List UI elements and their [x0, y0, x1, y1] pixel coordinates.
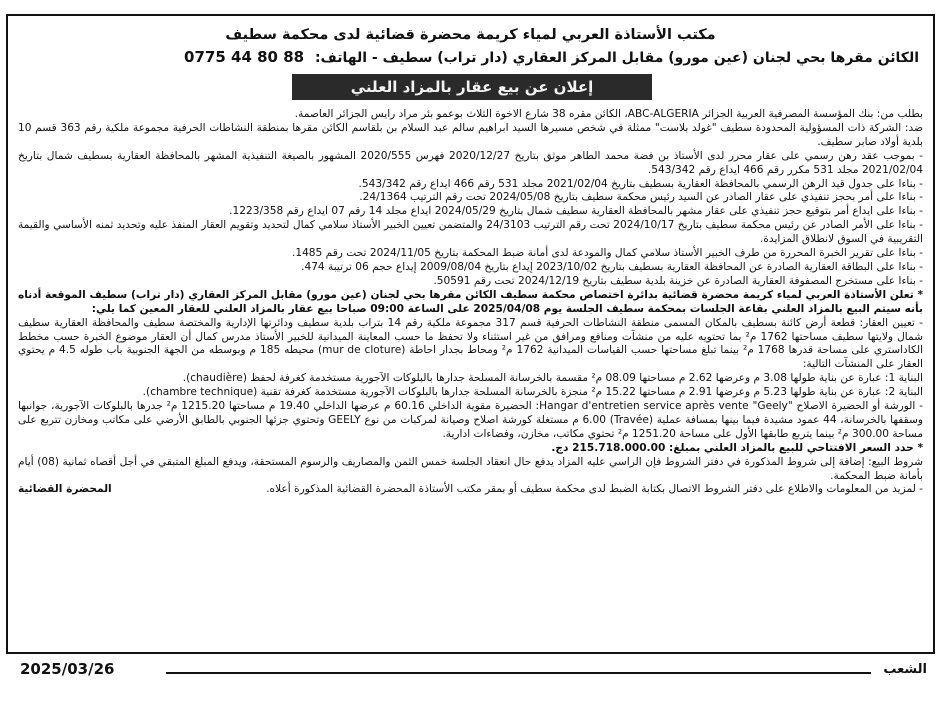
- phone-number: 0775 44 80 88: [184, 48, 305, 66]
- list-item: - بناءا على الأمر الصادر عن رئيس محكمة سطيف بتاريخ 2024/10/17 تحت رقم الترتيب 24/3103 والمتضمن تعيين الخبير الأستاذ سلامي كمال لتحديد وتقويم العقار المنفذ عليه وتحديد ثمنه الأساسي والقيمة التقريبية في السوق لانطلاق المزايدة.: [18, 219, 923, 246]
- publication-date: 2025/03/26: [20, 660, 115, 678]
- list-item: - بناءا على أمر بحجز تنفيذي على عقار الصادر عن السيد رئيس محكمة سطيف بتاريخ 2024/05/08 تحت رقم الترتيب 24/1364.: [359, 191, 923, 204]
- list-item: - بناءا على البطاقة العقارية الصادرة عن المحافظة العقارية بسطيف بتاريخ 2023/10/02 إيداع بتاريخ 2009/08/04 إيداع حجم 06 ترتيبة 474.: [301, 260, 923, 273]
- more-info: [18, 483, 923, 497]
- paragraph-petitioner: بطلب من: بنك المؤسسة المصرفية العربية الجزائر ABC-ALGERIA، الكائن مقره 38 شارع الاخوة الثلاث بوعمو بئر مراد رايس الجزائر العاصمة.: [294, 108, 923, 120]
- list-item: - بناءا على تقرير الخبرة المحررة من طرف الخبير الأستاذ سلامي كمال والمودعة لدى أمانة ضبط المحكمة بتاريخ 2024/11/05 تحت رقم 1485.: [291, 247, 923, 260]
- footer-divider: [166, 672, 871, 674]
- opening-price: * حدد السعر الافتتاحي للبيع بالمزاد العلني بمبلغ: 215.718.000.00 دج.: [551, 441, 923, 454]
- announcement-body: [18, 108, 923, 646]
- list-item: - بناءا على مستخرج المصفوفة العقارية الصادرة عن خزينة بلدية سطيف بتاريخ 2024/12/19 تحت رقم 50591.: [433, 274, 923, 287]
- more-info-text: - لمزيد من المعلومات والاطلاع على دفتر الشروط الاتصال بكتابة الضبط لدى محكمة سطيف أو بمقر مكتب الأستاذة المحضرة القضائية المذكورة أعلاه.: [266, 483, 923, 496]
- signature: المحضرة القضائية: [18, 483, 112, 496]
- building-2: البناية 2: عبارة عن بناية طولها 5.23 م وعرضها 2.91 م مساحتها 15.22 م² منجزة بالخرسانة المسلحة جدارها بالبلوكات الآجورية مستخدمة كغرفة تقنية (chambre technique).: [142, 386, 923, 399]
- paragraph-defendant: ضد: الشركة ذات المسؤولية المحدودة سطيف "غولد بلاست" ممثلة في شخص مسيرها السيد ابراهيم سالم عبد السلام بن بلقاسم الكائن مقرها بمنطقة النشاطات الحرفية مجموعة ملكية رقم 363 قسم 10 بلدية أولاد صابر سطيف.: [18, 121, 923, 148]
- announcement-banner: إعلان عن بيع عقار بالمزاد العلني: [292, 74, 652, 100]
- property-description: - تعيين العقار: قطعة أرض كائنة بسطيف بالمكان المسمى منطقة النشاطات الحرفية قسم 317 مجموعة ملكية رقم 14 بتراب بلدية سطيف ودائرتها الإدارية والمختصة سطيف والمحافظة العقارية سطيف شمال ولايتها سطيف مساحتها 1762 م² بما تحتويه عليه من منشآت ومنافع ومرافق من غير استثناء ولا تحفظ ما حسب المعاينة الميدانية للخبير الأستاذ مدرس كمال أن العقار موضوع الخبرة حسب مخطط الكاداستري على مساحة قدرها 1768 م² بينما تبلغ مساحتها حسب القياسات الميدانية 1762 م² ومحاط بجدار احاطة (mur de cloture) محيطه 185 م وبوسطه من الجهة الجنوبية باب طوله 4.5 م يحتوي العقار على المنشآت التالية:: [18, 316, 924, 371]
- building-1: البناية 1: عبارة عن بناية طولها 3.08 م وعرضها 2.62 م مساحتها 08.09 م² مقسمة بالخرسانة المسلحة جدارها بالبلوكات الآجورية مستخدمة كغرفة لحفظ (chaudière).: [182, 372, 923, 385]
- office-title: مكتب الأستاذة العربي لمياء كريمة محضرة قضائية لدى محكمة سطيف: [225, 27, 716, 43]
- page-footer: [6, 660, 935, 686]
- office-address: [8, 48, 919, 67]
- newspaper-name: الشعب: [883, 662, 927, 677]
- announcement-frame: [6, 14, 935, 654]
- workshop-description: - الورشة أو الحضيرة الاصلاح "Hangar d'entretien service après vente "Geely: الحضيرة مقوية الداخلي 60.16 م عرضها الداخلي 19.40 م مساحتها 1215.20 م² جدرها بالبلوكات الآجورية، جوانبها وسقفها بالخرسانة، 44 عمود مشيدة فيما بينها بمسافة عملية (Travée) 6.00 م مستغلة كورشة اصلاح وصيانة لمركبات من نوع GEELY وتحتوي جزئها الجنوبي بالطابق الأرضي على مكاتب ومخازن تتربع على مساحة 300.00 م² بينما يتربع طابقها الأول على مساحة 1251.20 م² تحتوي مكاتب، مخازن، وفضاءات ادارية.: [18, 400, 924, 440]
- list-item: - بناءا على ايداع أمر بتوقيع حجز تنفيذي على عقار مشهر بالمحافظة العقارية سطيف شمال بتاريخ 2024/05/29 ايداع مجلد 14 رقم 07 ايداع رقم 1223/358.: [229, 205, 923, 218]
- auction-notice: * تعلن الأستاذة العربي لمياء كريمة محضرة قضائية بدائرة اختصاص محكمة سطيف الكائن مقرها بحي لجنان (عين مورو) مقابل المركز العقاري (دار تراب) سطيف الموقعة أدناه بأنه سيتم البيع بالمزاد العلني بقاعة الجلسات بمحكمة سطيف الجلسة يوم 2025/04/08 على الساعة 09:00 صباحا بيع عقار بالمزاد العلني للعقار المعين كما يلي:: [18, 288, 923, 315]
- sale-conditions: شروط البيع: إضافة إلى شروط المذكورة في دفتر الشروط فإن الراسي عليه المزاد يدفع حال انعقاد الجلسة خمس الثمن والمصاريف والرسوم المستحقة، ويدفع المبلغ المتبقي في أجل أقصاه ثمانية (08) أيام بأمانة ضبط المحكمة.: [18, 455, 923, 482]
- list-item: - بناءا على جدول قيد الرهن الرسمي بالمحافظة العقارية بسطيف بتاريخ 2021/02/04 مجلد 531 رقم 466 ايداع رقم 543/342.: [358, 177, 923, 190]
- address-text: الكائن مقرها بحي لجنان (عين مورو) مقابل المركز العقاري (دار تراب) سطيف - الهاتف:: [314, 50, 919, 66]
- list-item: - بموجب عقد رهن رسمي على عقار محرر لدى الأستاذ بن فضة محمد الطاهر موثق بتاريخ 2020/12/27 فهرس 2020/555 المشهور بالصيغة التنفيذية المشهر بالمحافظة العقارية بسطيف شمال بتاريخ 2021/02/04 مجلد 531 مكرر رقم 466 ايداع رقم 543/342.: [18, 149, 924, 176]
